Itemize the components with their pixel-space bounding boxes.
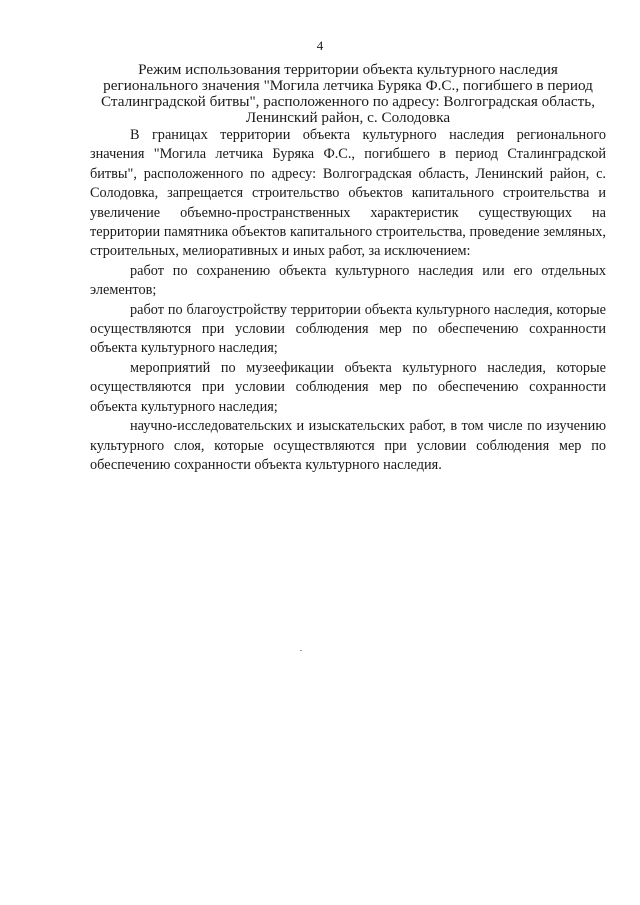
title-line: Режим использования территории объекта культурного наследия <box>138 61 558 78</box>
scan-speck <box>300 650 302 651</box>
paragraph-exception-research: научно-исследовательских и изыскательских работ, в том числе по изучению культурного слоя, которые осуществляются при условии соблюдения мер по обеспечению сохранности объекта культурного наследия. <box>90 418 606 473</box>
paragraph-exception-preservation: работ по сохранению объекта культурного наследия или его отдельных элементов; <box>90 262 606 299</box>
title-line: Сталинградской битвы", расположенного по адресу: Волгоградская область, <box>100 93 596 110</box>
document-title <box>88 62 608 126</box>
title-line: регионального значения "Могила летчика Буряка Ф.С., погибшего в период <box>103 77 593 94</box>
document-body <box>90 126 606 475</box>
paragraph-intro: В границах территории объекта культурного наследия регионального значения "Могила летчика Буряка Ф.С., погибшего в период Сталинградской битвы", расположенного по адресу: Волгоградская область, Ленинский район, с. Солодовка, запрещается строительство объектов капитального строительства и увеличение объемно-пространственных характеристик существующих на территории памятника объектов капитального строительства, проведение земляных, строительных, мелиоративных и иных работ, за исключением: <box>90 127 606 260</box>
paragraph-exception-museumification: мероприятий по музеефикации объекта культурного наследия, которые осуществляются при условии соблюдения мер по обеспечению сохранности объекта культурного наследия; <box>90 359 606 415</box>
page-number: 4 <box>316 38 324 53</box>
title-line: Ленинский район, с. Солодовка <box>245 109 451 126</box>
paragraph-exception-landscaping: работ по благоустройству территории объекта культурного наследия, которые осуществляются при условии соблюдения мер по обеспечению сохранности объекта культурного наследия; <box>90 301 606 357</box>
